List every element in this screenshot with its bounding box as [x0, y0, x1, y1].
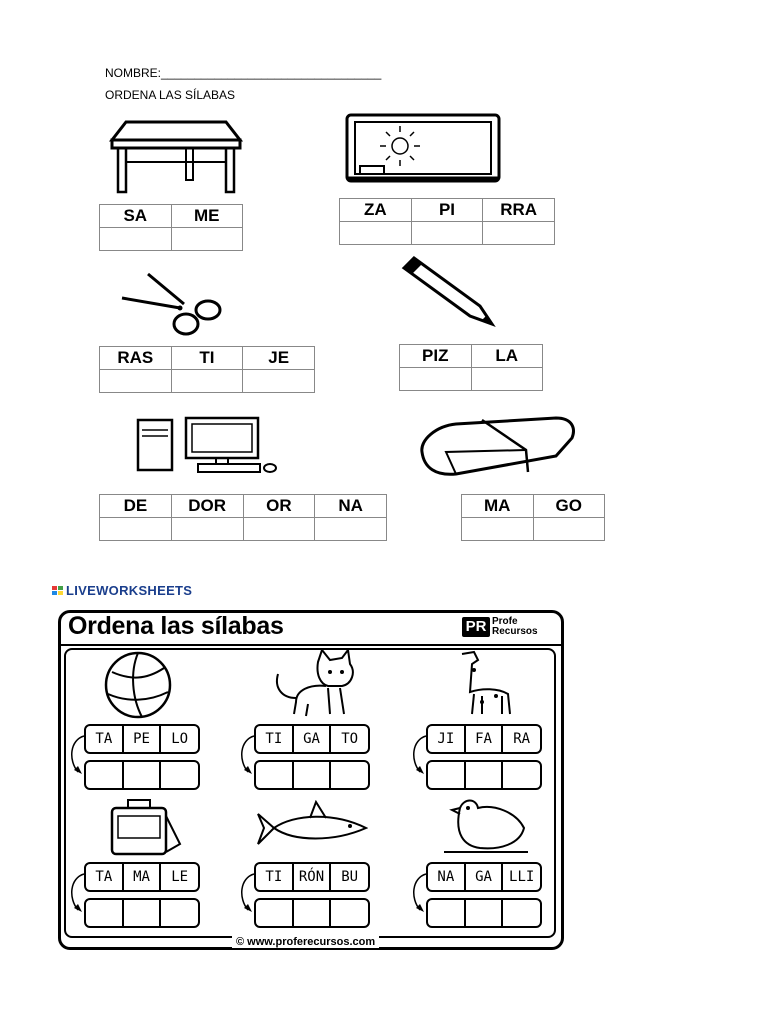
answer-cell[interactable]: [171, 518, 243, 541]
syllable-cell: TI: [256, 726, 294, 752]
syllable-cell: PI: [411, 199, 483, 222]
answer-cell[interactable]: [340, 222, 412, 245]
syllable-cell: JI: [428, 726, 466, 752]
syllable-cell: GO: [533, 495, 605, 518]
syllable-cell: LE: [171, 869, 189, 885]
answer-cell[interactable]: [471, 368, 543, 391]
syllable-row: [426, 724, 542, 754]
answer-row: [426, 898, 542, 928]
syllable-table-4: [399, 344, 543, 391]
liveworksheets-mark-icon: [52, 586, 64, 596]
answer-cell[interactable]: [315, 518, 387, 541]
syllable-cell: TO: [341, 731, 359, 747]
answer-cell[interactable]: [124, 762, 162, 788]
syllable-table-1: [99, 204, 243, 251]
answer-cell[interactable]: [171, 228, 243, 251]
syllable-cell: FA: [466, 726, 504, 752]
answer-cell[interactable]: [86, 762, 124, 788]
syllable-cell: JE: [243, 347, 315, 370]
cat-icon: [270, 648, 366, 718]
instruction-text: ORDENA LAS SÍLABAS: [105, 88, 236, 102]
syllable-cell: TA: [86, 726, 124, 752]
pencil-icon: [400, 256, 500, 328]
syllable-cell: RAS: [100, 347, 172, 370]
syllable-cell: TA: [86, 864, 124, 890]
answer-cell[interactable]: [503, 900, 540, 926]
answer-cell[interactable]: [462, 518, 534, 541]
answer-cell[interactable]: [466, 762, 504, 788]
syllable-cell: LA: [471, 345, 543, 368]
syllable-table-6: [461, 494, 605, 541]
answer-cell[interactable]: [124, 900, 162, 926]
syllable-table-3: [99, 346, 315, 393]
syllable-cell: RA: [513, 731, 531, 747]
answer-cell[interactable]: [331, 900, 368, 926]
footer-url: © www.proferecursos.com: [232, 936, 379, 948]
answer-cell[interactable]: [243, 370, 315, 393]
answer-cell[interactable]: [161, 762, 198, 788]
answer-cell[interactable]: [411, 222, 483, 245]
answer-cell[interactable]: [161, 900, 198, 926]
syllable-cell: BU: [341, 869, 359, 885]
answer-row: [426, 760, 542, 790]
syllable-cell: SA: [100, 205, 172, 228]
logo-line-1: Profe: [492, 616, 518, 627]
answer-row: [84, 898, 200, 928]
syllable-cell: PE: [124, 726, 162, 752]
syllable-cell: NA: [428, 864, 466, 890]
syllable-cell: PIZ: [400, 345, 472, 368]
answer-cell[interactable]: [294, 762, 332, 788]
syllable-table-5: [99, 494, 387, 541]
syllable-row: [426, 862, 542, 892]
syllable-cell: GA: [466, 864, 504, 890]
answer-cell[interactable]: [503, 762, 540, 788]
answer-row: [84, 760, 200, 790]
syllable-row: [84, 724, 200, 754]
blackboard-icon: [344, 112, 504, 186]
answer-row: [254, 898, 370, 928]
giraffe-icon: [452, 648, 522, 718]
answer-cell[interactable]: [256, 900, 294, 926]
syllable-cell: GA: [294, 726, 332, 752]
answer-row: [254, 760, 370, 790]
syllable-row: [84, 862, 200, 892]
answer-cell[interactable]: [428, 900, 466, 926]
answer-cell[interactable]: [100, 370, 172, 393]
computer-icon: [132, 416, 280, 476]
table-icon: [108, 118, 243, 196]
backpack-icon: [100, 796, 184, 858]
answer-cell[interactable]: [331, 762, 368, 788]
answer-cell[interactable]: [171, 370, 243, 393]
answer-cell[interactable]: [466, 900, 504, 926]
syllable-row: [254, 862, 370, 892]
proferecursos-logo: [462, 617, 538, 637]
syllable-cell: MA: [124, 864, 162, 890]
syllable-cell: RRA: [483, 199, 555, 222]
syllable-cell: LO: [171, 731, 189, 747]
syllable-cell: LLI: [509, 869, 535, 885]
answer-cell[interactable]: [256, 762, 294, 788]
pr-mark: PR: [462, 617, 490, 637]
name-field-label: NOMBRE:_________________________________: [105, 66, 382, 80]
syllable-cell: ZA: [340, 199, 412, 222]
scissors-icon: [118, 268, 230, 340]
hen-icon: [440, 794, 532, 858]
answer-cell[interactable]: [400, 368, 472, 391]
liveworksheets-name: LIVEWORKSHEETS: [66, 583, 193, 598]
syllable-cell: ME: [171, 205, 243, 228]
eraser-icon: [416, 414, 578, 480]
syllable-cell: TI: [171, 347, 243, 370]
answer-cell[interactable]: [100, 518, 172, 541]
curved-arrow-icon: [234, 734, 256, 780]
answer-cell[interactable]: [100, 228, 172, 251]
title-divider: [58, 644, 564, 646]
answer-cell[interactable]: [243, 518, 315, 541]
worksheet-title: Ordena las sílabas: [68, 612, 284, 640]
syllable-cell: RÓN: [294, 864, 332, 890]
answer-cell[interactable]: [86, 900, 124, 926]
logo-line-2: Recursos: [492, 626, 538, 637]
liveworksheets-logo: [52, 583, 192, 598]
shark-icon: [254, 800, 368, 856]
answer-cell[interactable]: [294, 900, 332, 926]
curved-arrow-icon: [406, 734, 428, 780]
syllable-cell: MA: [462, 495, 534, 518]
curved-arrow-icon: [406, 872, 428, 918]
answer-cell[interactable]: [483, 222, 555, 245]
syllable-table-2: [339, 198, 555, 245]
curved-arrow-icon: [64, 872, 86, 918]
answer-cell[interactable]: [533, 518, 605, 541]
syllable-cell: DE: [100, 495, 172, 518]
syllable-cell: NA: [315, 495, 387, 518]
ball-icon: [102, 650, 174, 720]
answer-cell[interactable]: [428, 762, 466, 788]
curved-arrow-icon: [64, 734, 86, 780]
syllable-cell: TI: [256, 864, 294, 890]
syllable-row: [254, 724, 370, 754]
syllable-cell: OR: [243, 495, 315, 518]
syllable-cell: DOR: [171, 495, 243, 518]
curved-arrow-icon: [234, 872, 256, 918]
